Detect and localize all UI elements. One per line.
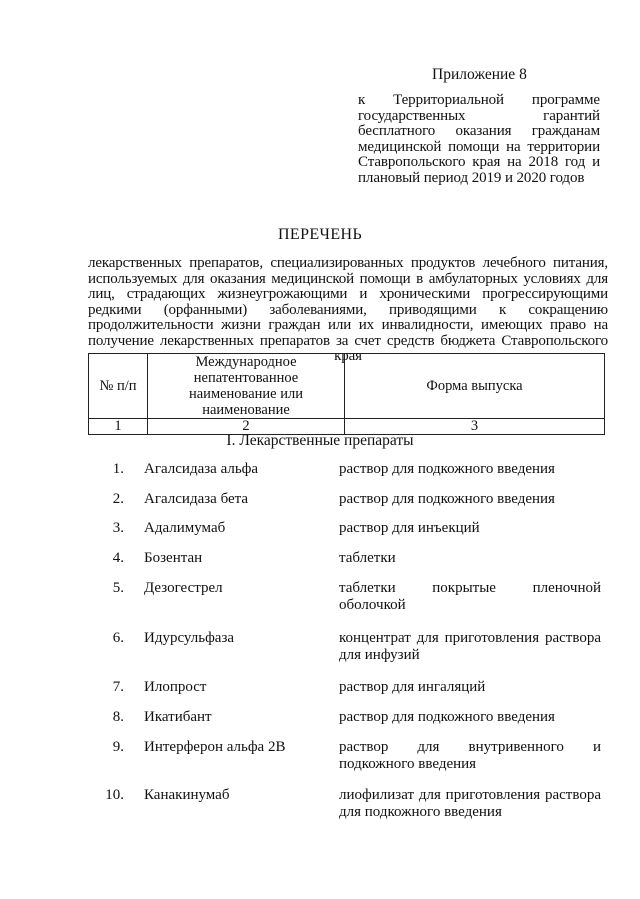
- item-name: Дезогестрел: [144, 580, 223, 596]
- item-name: Идурсульфаза: [144, 630, 235, 646]
- item-number: 8.: [112, 709, 124, 725]
- column-header-form: Форма выпуска: [345, 354, 605, 419]
- item-form: раствор для инъекций: [339, 520, 480, 536]
- item-name: Агалсидаза альфа: [144, 461, 259, 477]
- item-form: раствор для ингаляций: [339, 679, 486, 695]
- table-header-row: [89, 354, 605, 419]
- item-name: Интерферон альфа 2B: [144, 739, 286, 755]
- item-form: раствор для внутривенного и подкожного введения: [339, 739, 601, 772]
- item-form: лиофилизат для приготовления раствора для подкожного введения: [339, 787, 601, 820]
- column-number-1: 1: [89, 419, 148, 435]
- item-name: Агалсидаза бета: [144, 491, 249, 507]
- item-number: 7.: [112, 679, 124, 695]
- item-name: Икатибант: [144, 709, 212, 725]
- section-title: I. Лекарственные препараты: [226, 432, 414, 449]
- item-name: Канакинумаб: [144, 787, 230, 803]
- item-name: Илопрост: [144, 679, 207, 695]
- item-number: 6.: [112, 630, 124, 646]
- document-title: ПЕРЕЧЕНЬ: [277, 226, 363, 243]
- item-form: концентрат для приготовления раствора для инфузий: [339, 630, 601, 663]
- item-form: раствор для подкожного введения: [339, 461, 555, 477]
- column-number-3: 3: [345, 419, 605, 435]
- item-form: таблетки покрытые пленочной оболочкой: [339, 580, 601, 613]
- appendix-title: Приложение 8: [432, 66, 527, 83]
- item-number: 5.: [112, 580, 124, 596]
- item-number: 9.: [112, 739, 124, 755]
- item-number: 2.: [112, 491, 124, 507]
- column-header-number: № п/п: [89, 354, 148, 419]
- item-name: Бозентан: [144, 550, 203, 566]
- item-name: Адалимумаб: [144, 520, 226, 536]
- item-form: таблетки: [339, 550, 396, 566]
- item-form: раствор для подкожного введения: [339, 709, 555, 725]
- document-subtitle: лекарственных препаратов, специализированных продуктов лечебного питания, используемых для оказания медицинской помощи в амбулаторных условиях для лиц, страдающих жизнеугрожающими и хроническими прогрессирующими редкими (орфанными) заболеваниями, приводящими к сокращению продолжительности жизни граждан или их инвалидности, имеющих право на получение лекарственных препаратов за счет средств бюджета Ставропольского края: [88, 255, 608, 364]
- column-number-2: 2: [148, 419, 345, 435]
- item-number: 3.: [112, 520, 124, 536]
- item-number: 1.: [112, 461, 124, 477]
- item-number: 10.: [105, 787, 124, 803]
- item-number: 4.: [112, 550, 124, 566]
- item-form: раствор для подкожного введения: [339, 491, 555, 507]
- appendix-reference: к Территориальной программе государственных гарантий бесплатного оказания гражданам медицинской помощи на территории Ставропольского края на 2018 год и плановый период 2019 и 2020 годов: [358, 92, 600, 186]
- column-header-name: Международное непатентованное наименование или наименование: [148, 354, 345, 419]
- list-header-table: [88, 353, 605, 435]
